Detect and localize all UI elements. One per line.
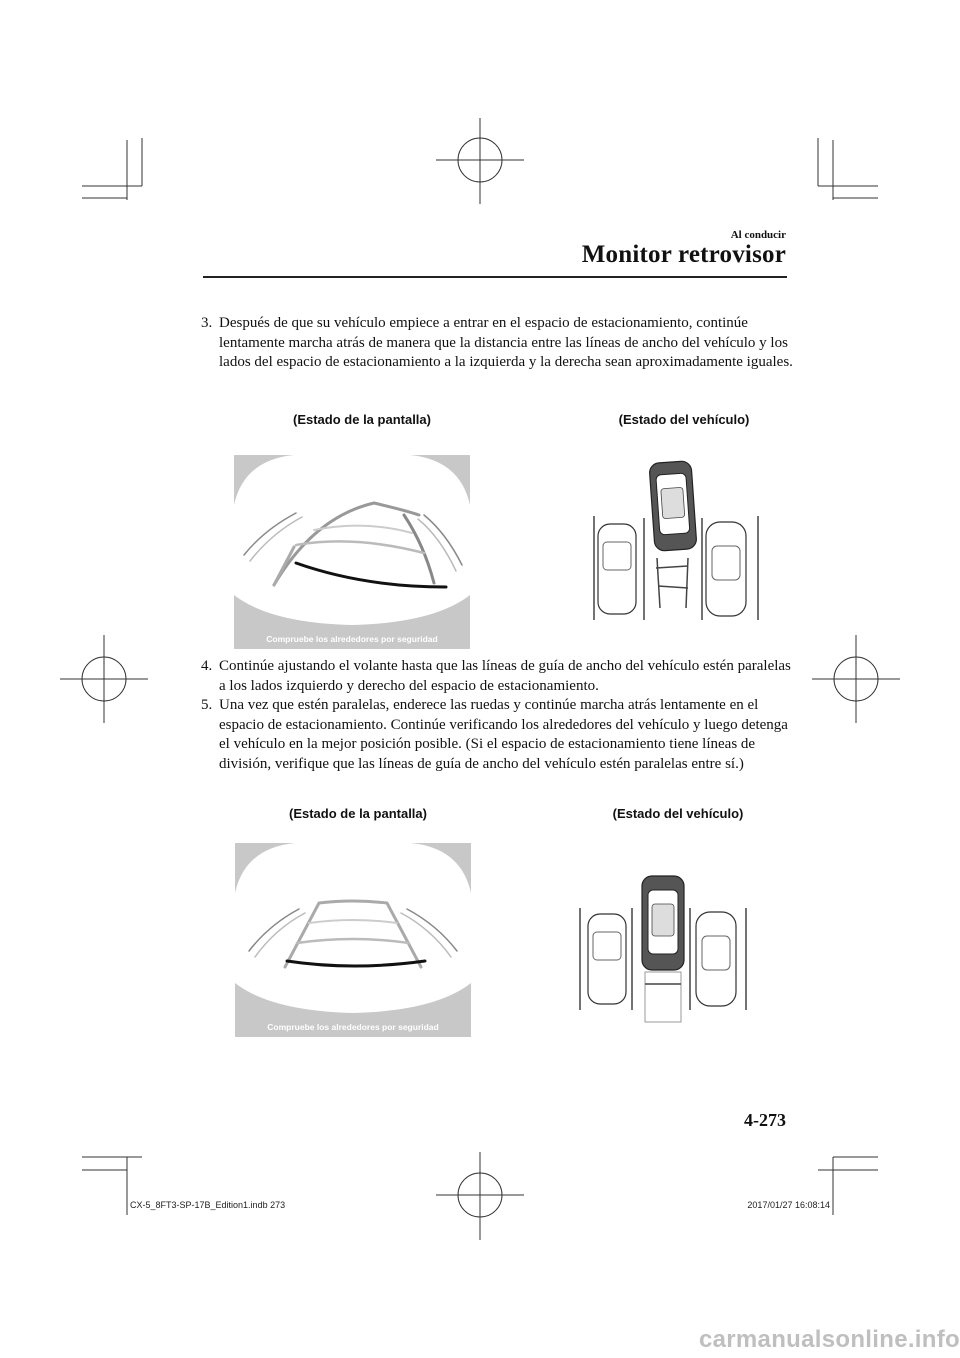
step-number: 4. [201, 658, 213, 674]
page-number: 4-273 [744, 1110, 786, 1130]
page-title: Monitor retrovisor [581, 241, 786, 268]
step-4 [201, 657, 801, 696]
vehicle-diagram [576, 872, 756, 1024]
footer-timestamp: 2017/01/27 16:08:14 [747, 1200, 830, 1210]
vehicle-caption: (Estado del vehículo) [612, 806, 744, 821]
screen-warning-text: Compruebe los alrededores por seguridad [267, 1022, 439, 1032]
footer-file: CX-5_8FT3-SP-17B_Edition1.indb 273 [130, 1200, 286, 1210]
screen-caption: (Estado de la pantalla) [289, 806, 427, 821]
step-5 [201, 696, 801, 774]
screen-warning-text: Compruebe los alrededores por seguridad [266, 634, 438, 644]
step-text: Después de que su vehículo empiece a entrar en el espacio de estacionamiento, continúe lentamente marcha atrás de manera que la distancia entre las líneas de ancho del vehículo y los lados del espacio de estacionamiento a la izquierda y la derecha sean aproximadamente iguales. [219, 315, 793, 370]
step-text: Una vez que estén paralelas, enderece las ruedas y continúe marcha atrás lentamente en el espacio de estacionamiento. Continúe verificando los alrededores del vehículo y luego detenga el vehículo en la mejor posición posible. (Si el espacio de estacionamiento tiene líneas de división, verifique que las líneas de guía de ancho del vehículo estén paralelas entre sí.) [219, 697, 788, 772]
camera-screen-image [235, 843, 471, 1037]
header-rule [203, 276, 787, 278]
watermark: carmanualsonline.info [698, 1326, 960, 1353]
step-number: 5. [201, 697, 213, 713]
camera-screen-image [234, 455, 470, 649]
step-text: Continúe ajustando el volante hasta que las líneas de guía de ancho del vehículo estén paralelas a los lados izquierdo y derecho del espacio de estacionamiento. [219, 658, 791, 694]
vehicle-diagram [588, 458, 768, 622]
step-3 [201, 314, 801, 373]
vehicle-caption: (Estado del vehículo) [618, 412, 750, 427]
step-number: 3. [201, 315, 213, 331]
screen-caption: (Estado de la pantalla) [293, 412, 431, 427]
section-label: Al conducir [730, 229, 786, 241]
